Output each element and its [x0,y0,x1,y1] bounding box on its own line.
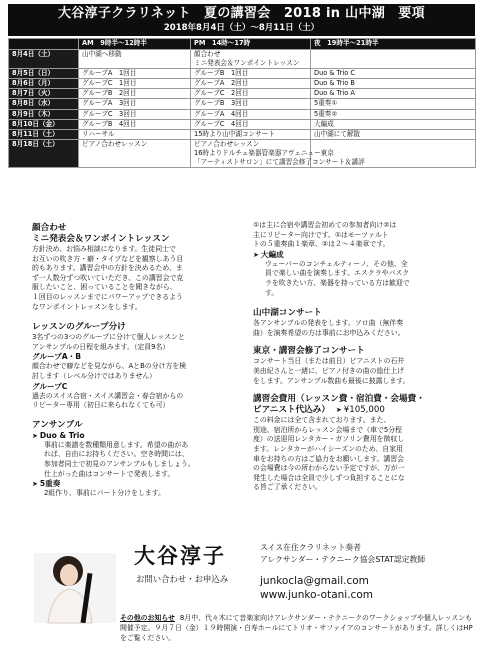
cell-line: 8月8日（水） [12,99,55,108]
footer-notice [120,613,475,644]
text-line: ①は主に合宿や講習会初めての参加者向け②は [253,221,397,229]
cell-line: グループA 4回目 [194,109,249,118]
right-column [253,221,475,493]
text-line: 車をお持ちの方はご協力をお願いします。講習会 [253,454,405,463]
teacher-name: 大谷淳子 [134,544,226,568]
cell-line: 8月4日（土） [12,50,55,58]
cell-line: 8月7日（火） [12,89,55,98]
fee-body [253,416,475,493]
section-title: 講習会費用（レッスン費・宿泊費・会場費・ [253,394,425,405]
text-line: 曲）を演奏希望の方は事前にお申込みください。 [253,328,405,337]
profile-photo [34,553,116,623]
date-cell [9,139,79,167]
pm-cell [191,99,311,109]
cell-line: グループC 1回目 [82,79,137,88]
group-c-title: グループC [32,381,68,391]
date-cell [9,109,79,119]
cell-line: グループB 1回目 [194,69,249,78]
footer-body: 8月中、代々木にて音楽家向けアレクサンダー・テクニークのワークショップや個人レッスンも開催予定。９月７日（金）１９時開演・白寿ホールにてトリオ・サファイアのコンサートがあります。詳しくはHPをご覧ください。 [120,614,473,643]
text-line: の会場費は今の所わからない予定ですが、万が一 [253,464,405,473]
cell-line: グループB 3回目 [194,99,249,108]
quintet-label: 5重奏 [39,479,61,489]
cell-line: Duo & Trio B [314,79,355,88]
cell-line: Duo & Trio C [314,69,355,78]
schedule-row [9,109,476,119]
footer-lead: その他のお知らせ [120,614,175,622]
text-line: 主にリピーター向けです。①はモーツァルト [253,230,389,239]
night-cell [311,89,476,99]
cell-line: 5重奏① [314,99,338,108]
text-line: 的もあります。講習会中の方針を決めるため、ま [32,264,183,273]
contact-label: お問い合わせ・お申込み [136,574,229,584]
arrow-icon: ➤ [32,480,38,489]
text-line: 過去のスイス合宿・スイス講習会・春合宿からの [32,391,184,400]
pm-cell [191,79,311,89]
cell-line: グループA 2回目 [194,79,249,88]
section-body [32,245,228,312]
cell-line: 大編成 [314,119,334,128]
am-cell [79,99,191,109]
arrow-icon: ➤ [335,406,342,415]
night-cell [311,69,476,79]
text-line: 参加者同士で初見のアンサンブルもしましょう。 [44,459,195,468]
night-cell [311,109,476,119]
date-cell [9,119,79,129]
contact-links [260,574,373,602]
schedule-row [9,139,476,167]
text-line: す。 [265,288,279,297]
section-title: レッスンのグループ分け [32,322,126,333]
cell-line: Duo & Trio A [314,89,355,98]
text-line: 各アンサンブルの発表をします。ソロ曲（無伴奏 [253,319,404,328]
cell-line: グループC 4回目 [194,119,249,128]
fee-amount-value: ¥105,000 [343,405,385,416]
duo-trio-label: Duo & Trio [39,430,85,440]
schedule-row [9,129,476,139]
cell-line: 8月18日（土） [12,139,59,148]
website-link[interactable]: www.junko-otani.com [260,589,373,601]
cell-line: ピアノ合わせレッスン [82,139,148,148]
text-line: この料金には全て含まれております。また、 [253,416,391,425]
cell-line: グループA 3回目 [82,99,137,108]
night-cell [311,129,476,139]
cell-line: 5重奏② [314,109,338,118]
cell-line: 8月5日（日） [12,69,55,78]
schedule-row [9,89,476,99]
cell-line: 16時よりドルチェ楽器管楽器アヴェニュー東京 [194,148,334,157]
cell-line: グループB 4回目 [82,119,137,128]
big-ensemble-body [253,260,475,298]
cell-line: 山中湖へ移動 [82,50,122,58]
column-header [9,39,79,50]
credential-line: スイス在住クラリネット奏者 [260,543,361,552]
text-line: なワンポイントレッスンをします。 [32,302,142,311]
am-cell [79,79,191,89]
am-cell [79,50,191,69]
section-title: 東京・講習会修了コンサート [253,346,365,357]
text-line: る旨ご了承ください。 [253,483,322,492]
pm-cell [191,139,365,167]
date-range: 2018年8月4日（土）〜8月11日（土） [163,23,320,33]
pm-cell [191,109,311,119]
text-line: ます。レンタカーがハイシーズンのため、自家用 [253,444,403,453]
text-line: 別途、宿泊所からレッスン会場まで（車で5分程 [253,425,403,434]
pm-cell [191,129,311,139]
date-cell [9,89,79,99]
text-line: 方針決め、お悩み相談になります。生徒同士で [32,245,176,253]
text-line: 3名ずつの3つのグループに分けて個人レッスンと [32,333,185,342]
cell-line: ミニ発表会＆ワンポイントレッスン [194,59,300,68]
text-line: れば、自由にお持ちください。空き時間には、 [44,450,189,459]
schedule-row [9,99,476,109]
pm-cell [191,50,311,69]
column-header: PM 14時〜17時 [191,39,311,50]
am-cell [79,69,191,79]
date-cell [9,50,79,69]
cell-line: 8月6日（月） [12,79,55,88]
text-line: 討します（レベル分けではありません） [32,371,157,380]
section-title: 顔合わせ [32,223,67,233]
cell-line: リハーサル [82,129,115,138]
teacher-credentials [260,542,475,566]
section-title: アンサンブル [32,419,83,430]
date-cell [9,69,79,79]
cell-line: 15時より山中湖コンサート [194,129,275,138]
text-line: 度）の送迎用レンタカー・ガソリン費用を徴収し [253,435,405,444]
am-cell [79,89,191,99]
schedule-row [9,79,476,89]
credential-line: アレクサンダー・テクニーク協会STAT認定教師 [260,555,426,564]
text-line: 員で楽しい曲を演奏します。エスクラやバスク [265,269,410,278]
title-banner [8,4,475,36]
cell-line: 8月10日（金） [12,119,59,128]
portrait-image [34,553,116,623]
cell-line: 8月11日（土） [12,129,59,138]
text-line: １回目のレッスンまでにパワーアップできるよう [32,292,183,301]
cell-line: 「アーティストサロン」にて講習会修了コンサート＆講評 [194,158,365,167]
section-title: 山中湖コンサート [253,308,322,319]
schedule-table [8,38,476,168]
cell-line: 山中湖にて解散 [314,129,361,138]
night-cell [311,50,476,69]
cell-line: グループB 2回目 [82,89,137,98]
big-ensemble-label: 大編成 [260,249,284,259]
text-line: 事前に楽譜を数種類用意します。希望の曲があ [44,440,189,449]
arrow-icon: ➤ [253,250,259,259]
text-line: お互いの吹き方・癖・タイプなどを観察しあう目 [32,254,184,263]
text-line: ラを吹きたい方、楽器を持っている方は歓迎で [265,278,410,287]
group-ab-title: グループA・B [32,352,82,362]
cell-line: 8月9日（木） [12,109,55,118]
schedule-header-row [9,39,476,50]
cell-line: グループC 2回目 [194,89,249,98]
column-header: AM 9時半〜12時半 [79,39,191,50]
text-line: リピーター専用（初日に来られなくても可） [32,401,170,410]
pm-cell [191,89,311,99]
cell-line: ピアノ合わせレッスン [194,139,260,148]
duo-trio-body [32,441,228,479]
column-header: 夜 19時半〜21時半 [311,39,476,50]
text-line: 発生した場合は全員で少しずつ負担することにな [253,473,405,482]
text-line: 服したいこと、困っていることを聞きながら、 [32,283,177,292]
page-title: 大谷淳子クラリネット 夏の講習会 2018 in 山中湖 要項 [58,6,425,21]
text-line: ず一人数分ずつ吹いていただき、この講習会で克 [32,273,184,282]
email-link[interactable]: junkocla@gmail.com [260,575,369,587]
date-cell [9,129,79,139]
big-ensemble-title [253,250,475,260]
section-subtitle: ミニ発表会＆ワンポイントレッスン [32,234,170,244]
am-cell [79,139,191,167]
schedule-row [9,50,476,69]
cell-line: 顔合わせ [194,50,221,58]
text-line: 顔合わせで癖などを見ながら、AとBの分け方を検 [32,362,187,371]
cell-line: グループC 3回目 [82,109,137,118]
text-line: 仕上がった曲はコンサートで発表します。 [44,469,175,478]
text-line: 美由紀さんと一緒に、ピアノ付きの曲の総仕上げ [253,366,405,375]
text-line: をします。アンサンブル数曲も最後に披露します。 [253,376,410,385]
schedule-row [9,69,476,79]
quintet-title [32,479,228,489]
fee-amount [336,405,385,415]
section-title [253,405,475,416]
night-cell [311,79,476,89]
am-cell [79,109,191,119]
schedule-body [9,50,476,168]
schedule-row [9,119,476,129]
duo-trio-title [32,431,228,441]
text-line: ウェーバーのコンチェルティーノ、その他、全 [265,259,408,268]
am-cell [79,129,191,139]
am-cell [79,119,191,129]
pm-cell [191,119,311,129]
cell-line: グループA 1回目 [82,69,137,78]
text-line: アンサンブルの日程を組みます。（定員9名） [32,342,170,351]
text-line: トの５重奏曲１楽章、②は２〜４楽章です。 [253,240,390,249]
date-cell [9,79,79,89]
fee-title-line2: ピアニスト代込み） [253,405,330,416]
left-column [32,223,228,499]
text-line: コンサート当日（または前日）ピアニストの石井 [253,357,405,366]
pm-cell [191,69,311,79]
arrow-icon: ➤ [32,431,38,440]
date-cell [9,99,79,109]
quintet-body: 2組作り、事前にパート分けをします。 [44,489,165,498]
night-cell [311,119,476,129]
night-cell [311,99,476,109]
